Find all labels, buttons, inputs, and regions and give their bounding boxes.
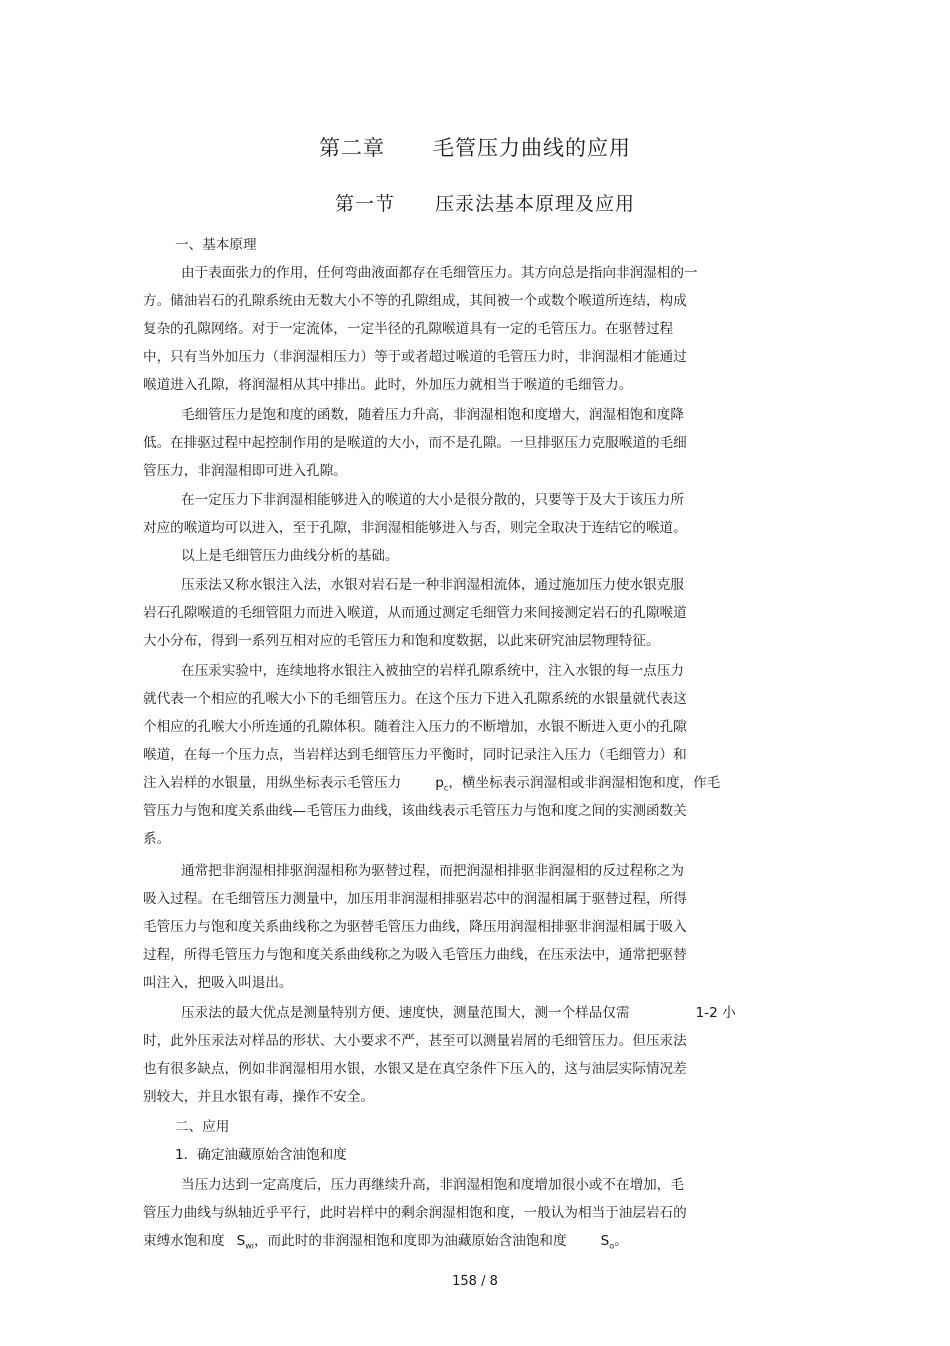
paragraph-line: 别较大，并且水银有毒，操作不安全。 <box>143 1089 375 1105</box>
text-segment: ，而此时的非润湿相饱和度即为油藏原始含油饱和度 <box>253 1233 567 1249</box>
paragraph-line: 对应的喉道均可以进入，至于孔隙，非润湿相能够进入与否，则完全取决于连结它的喉道。 <box>143 520 687 536</box>
text-segment: 压汞法的最大优点是测量特别方便、速度快，测量范围大，测一个样品仅需 <box>181 1005 630 1021</box>
paragraph-line: 系。 <box>143 831 171 847</box>
paragraph-line: 大小分布，得到一系列互相对应的毛管压力和饱和度数据，以此来研究油层物理特征。 <box>143 633 660 649</box>
paragraph-line: 由于表面张力的作用，任何弯曲液面都存在毛细管压力。其方向总是指向非润湿相的一 <box>181 265 698 281</box>
so-subscript: o <box>609 1241 615 1251</box>
text-segment: 。 <box>614 1233 628 1249</box>
section-heading <box>0 189 950 216</box>
paragraph-line: 当压力达到一定高度后，压力再继续升高，非润湿相饱和度增加很小或不在增加，毛 <box>181 1177 684 1193</box>
paragraph-line <box>143 1232 628 1256</box>
paragraph-line: 也有很多缺点，例如非润湿相用水银，水银又是在真空条件下压入的，这与油层实际情况差 <box>143 1061 687 1077</box>
paragraph-line: 吸入过程。在毛细管压力测量中，加压用非润湿相排驱岩芯中的润湿相属于驱替过程，所得 <box>143 891 687 907</box>
paragraph-line: 喉道，在每一个压力点，当岩样达到毛细管压力平衡时，同时记录注入压力（毛细管力）和 <box>143 747 687 763</box>
paragraph-line: 就代表一个相应的孔喉大小下的毛细管压力。在这个压力下进入孔隙系统的水银量就代表这 <box>143 691 687 707</box>
paragraph-line: 喉道进入孔隙，将润湿相从其中排出。此时，外加压力就相当于喉道的毛细管力。 <box>143 377 633 393</box>
paragraph-line: 中，只有当外加压力（非润湿相压力）等于或者超过喉道的毛管压力时，非润湿相才能通过 <box>143 349 687 365</box>
paragraph-line: 个相应的孔喉大小所连通的孔隙体积。随着注入压力的不断增加，水银不断进入更小的孔隙 <box>143 719 687 735</box>
text-segment: ，横坐标表示润湿相或非润湿相饱和度，作毛 <box>448 775 721 791</box>
paragraph-line: 复杂的孔隙网络。对于一定流体，一定半径的孔隙喉道具有一定的毛管压力。在驱替过程 <box>143 321 674 337</box>
chapter-heading <box>0 132 950 162</box>
paragraph-line: 叫注入，把吸入叫退出。 <box>143 975 293 991</box>
paragraph-line: 过程，所得毛管压力与饱和度关系曲线称之为吸入毛管压力曲线，在压汞法中，通常把驱替 <box>143 947 687 963</box>
subsection-heading: 1．确定油藏原始含油饱和度 <box>175 1147 347 1163</box>
page-number: 158 / 8 <box>452 1274 498 1289</box>
section-title: 压汞法基本原理及应用 <box>435 193 636 215</box>
paragraph-line: 在一定压力下非润湿相能够进入的喉道的大小是很分散的，只要等于及大于该压力所 <box>181 492 684 508</box>
paragraph-line: 以上是毛细管压力曲线分析的基础。 <box>181 548 399 564</box>
paragraph-line: 岩石孔隙喉道的毛细管阻力而进入喉道，从而通过测定毛细管力来间接测定岩石的孔隙喉道 <box>143 605 687 621</box>
subsection-heading: 二、应用 <box>175 1119 230 1135</box>
paragraph-line: 毛细管压力是饱和度的函数，随着压力升高，非润湿相饱和度增大，润湿相饱和度降 <box>181 407 684 423</box>
paragraph-line: 压汞法又称水银注入法，水银对岩石是一种非润湿相流体，通过施加压力使水银克服 <box>181 577 684 593</box>
paragraph-line: 通常把非润湿相排驱润湿相称为驱替过程，而把润湿相排驱非润湿相的反过程称之为 <box>181 863 684 879</box>
swi-symbol: S <box>236 1233 246 1249</box>
section-number: 第一节 <box>334 193 395 215</box>
paragraph-line <box>143 774 720 798</box>
paragraph-line: 管压力与饱和度关系曲线—毛管压力曲线，该曲线表示毛管压力与饱和度之间的实测函数关 <box>143 803 687 819</box>
text-segment: 束缚水饱和度 <box>143 1233 225 1249</box>
paragraph-line: 方。储油岩石的孔隙系统由无数大小不等的孔隙组成，其间被一个或数个喉道所连结，构成 <box>143 293 687 309</box>
so-symbol: S <box>600 1233 610 1249</box>
text-segment: 注入岩样的水银量，用纵坐标表示毛管压力 <box>143 775 402 791</box>
pc-symbol: p <box>435 775 444 791</box>
paragraph-line: 管压力，非润湿相即可进入孔隙。 <box>143 463 347 479</box>
chapter-number: 第二章 <box>319 136 385 160</box>
paragraph-line: 低。在排驱过程中起控制作用的是喉道的大小，而不是孔隙。一旦排驱压力克服喉道的毛细 <box>143 435 687 451</box>
pc-subscript: c <box>443 783 449 793</box>
chapter-title: 毛管压力曲线的应用 <box>433 136 631 160</box>
paragraph-line: 在压汞实验中，连续地将水银注入被抽空的岩样孔隙系统中，注入水银的每一点压力 <box>181 663 684 679</box>
paragraph-line <box>181 1004 736 1022</box>
paragraph-line: 毛管压力与饱和度关系曲线称之为驱替毛管压力曲线，降压用润湿相排驱非润湿相属于吸入 <box>143 919 687 935</box>
subsection-heading: 一、基本原理 <box>175 237 257 253</box>
swi-subscript: wi <box>245 1241 254 1251</box>
paragraph-line: 管压力曲线与纵轴近乎平行，此时岩样中的剩余润湿相饱和度，一般认为相当于油层岩石的 <box>143 1205 687 1221</box>
paragraph-line: 时，此外压汞法对样品的形状、大小要求不严，甚至可以测量岩屑的毛细管压力。但压汞法 <box>143 1033 687 1049</box>
text-segment: 1-2 小 <box>695 1005 736 1021</box>
